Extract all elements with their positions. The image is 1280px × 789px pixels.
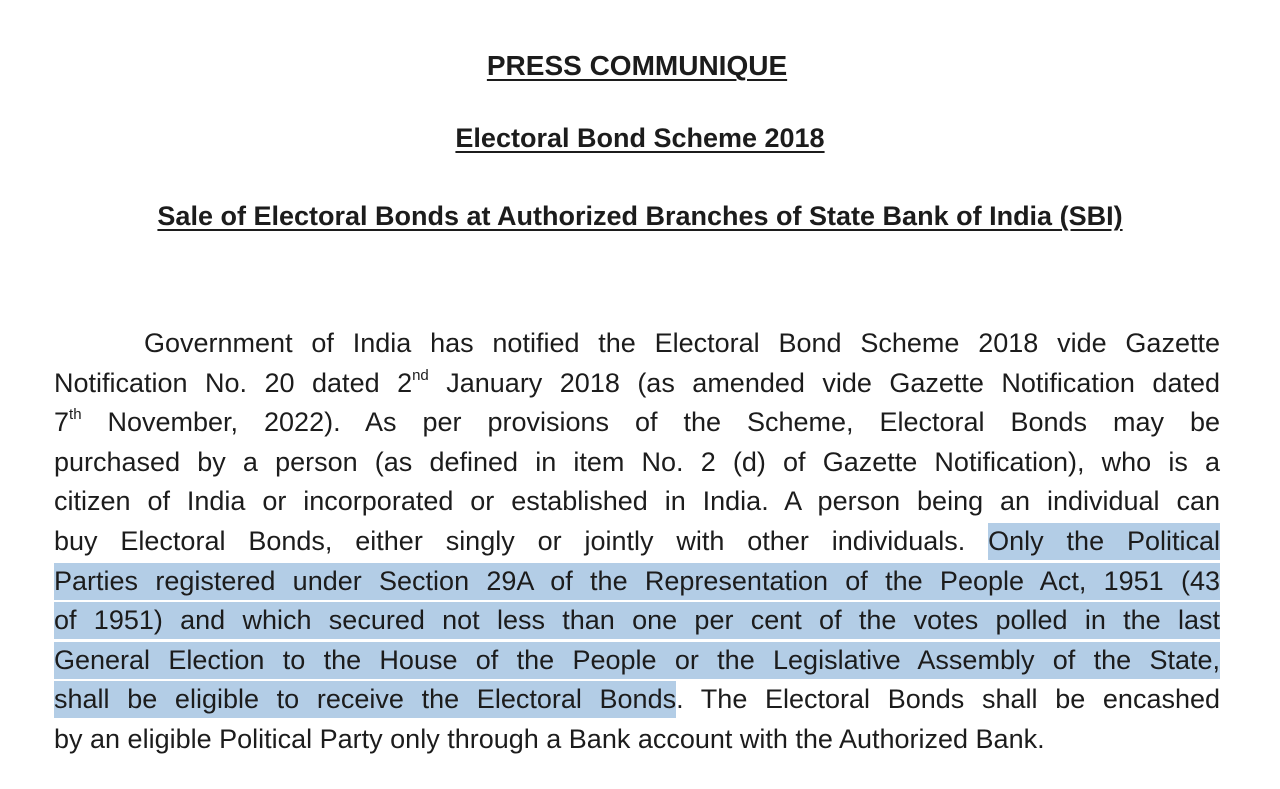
paragraph-line-highlighted xyxy=(54,562,1220,602)
highlighted-text: General Election to the House of the People or the Legislative Assembly of the State, xyxy=(54,642,1220,679)
paragraph-line-highlighted xyxy=(54,641,1220,681)
paragraph-line xyxy=(54,364,1220,404)
paragraph-text: November, 2022). As per provisions of the Scheme, Electoral Bonds may be xyxy=(81,407,1220,438)
body-paragraph xyxy=(54,324,1220,760)
ordinal-superscript: nd xyxy=(412,366,429,384)
paragraph-line xyxy=(54,324,1220,364)
paragraph-text: Government of India has notified the Electoral Bond Scheme 2018 vide Gazette xyxy=(144,328,1220,358)
highlighted-text: Parties registered under Section 29A of the Representation of the People Act, 1951 (43 xyxy=(54,563,1220,600)
highlighted-text: of 1951) and which secured not less than one per cent of the votes polled in the last xyxy=(54,602,1220,639)
ordinal-superscript: th xyxy=(69,406,82,424)
highlighted-text: shall be eligible to receive the Electoral Bonds xyxy=(54,681,676,718)
paragraph-text: January 2018 (as amended vide Gazette Notification dated xyxy=(428,367,1220,398)
paragraph-text: buy Electoral Bonds, either singly or jointly with other individuals. xyxy=(54,525,989,556)
paragraph-line xyxy=(54,403,1220,443)
paragraph-line: purchased by a person (as defined in item No. 2 (d) of Gazette Notification), who is a xyxy=(54,446,1220,477)
scheme-title: Electoral Bond Scheme 2018 xyxy=(455,123,825,153)
paragraph-line: by an eligible Political Party only through a Bank account with the Authorized Bank. xyxy=(54,723,1045,754)
document-title: PRESS COMMUNIQUE xyxy=(486,50,788,81)
paragraph-line-highlighted xyxy=(54,601,1220,641)
paragraph-text: Notification No. 20 dated 2 xyxy=(54,367,413,398)
paragraph-line: citizen of India or incorporated or established in India. A person being an individual can xyxy=(54,486,1220,517)
paragraph-line xyxy=(54,680,1220,720)
paragraph-text: . The Electoral Bonds shall be encashed xyxy=(676,684,1221,715)
paragraph-text: 7 xyxy=(54,407,70,438)
subject-heading: Sale of Electoral Bonds at Authorized Branches of State Bank of India (SBI) xyxy=(157,201,1123,231)
paragraph-line xyxy=(54,522,1220,562)
highlighted-text: Only the Political xyxy=(988,523,1220,560)
